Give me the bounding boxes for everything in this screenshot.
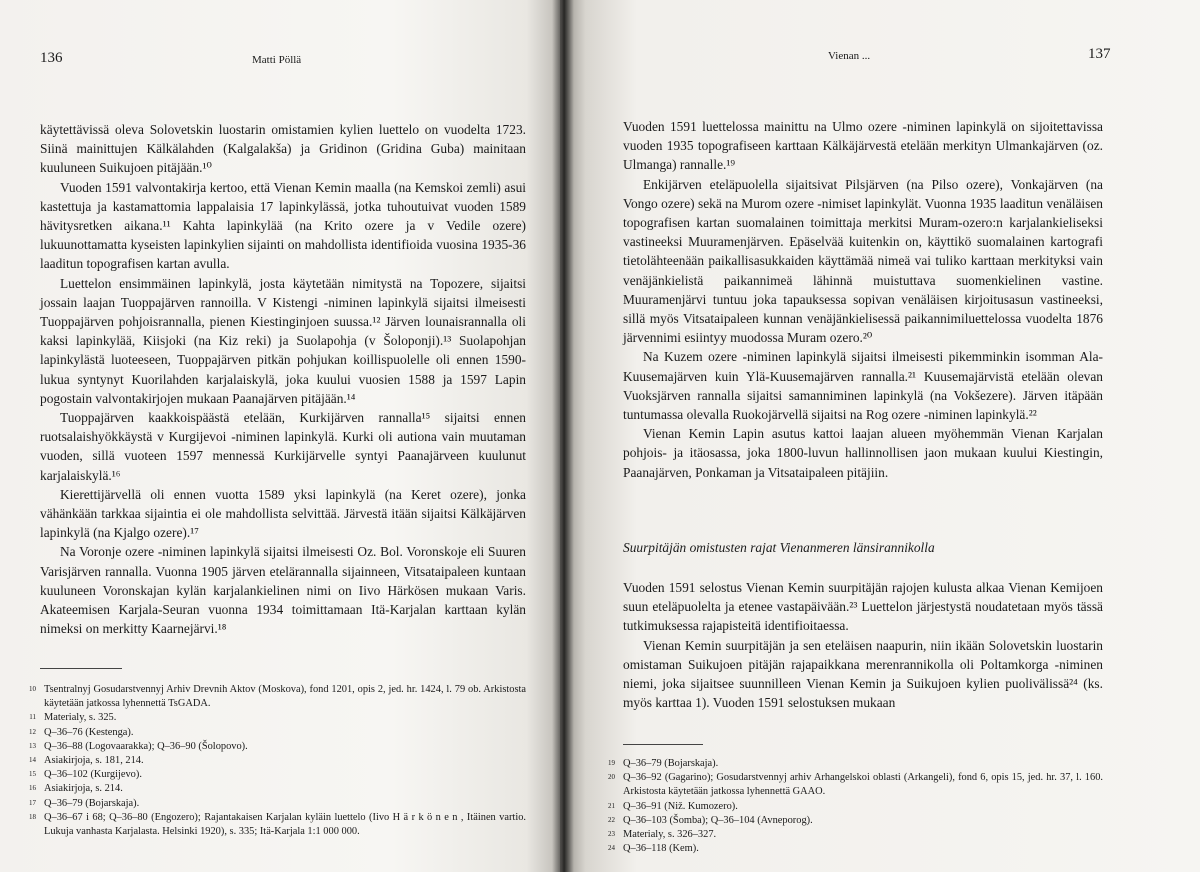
paragraph: Vienan Kemin Lapin asutus kattoi laajan alueen myöhemmän Vienan Karjalan pohjois- ja itäosassa, joka 1800-luvun hallinnollisen jaon mukaan kuului Kiestingin, Paanajärven, Ponkaman ja Vitsataipaleen pitäjiin. bbox=[623, 426, 1103, 480]
page-number: 136 bbox=[40, 50, 63, 66]
paragraph: Vuoden 1591 selostus Vienan Kemin suurpitäjän rajojen kulusta alkaa Vienan Kemijoen suun eteläpuolelta ja etenee vastapäivään.²³ Luettelon järjestystä noudatetaan myös tässä tutkimuksessa rajapisteitä identifioitaessa. bbox=[623, 580, 1103, 634]
paragraph: Enkijärven eteläpuolella sijaitsivat Pilsjärven (na Pilso ozere), Vonkajärven (na Vongo ozere) sekä na Murom ozere -nimiset lapinkylät. Vuonna 1935 laaditun venäläisen topografisen kartan suomalainen toimittaja merkitsi Muram-ozero:n karjalankieliseksi vastineeksi Muuramenjärven. Epäselvää kuitenkin on, käyttikö suomalainen kartografi tietolähteenään paikallisasukkaiden käyttämää nimeä vai tuliko karttaan merkityksi vain venäjänkielistä paikannimeä lähinnä muistuttava suomenkielinen vastine. Muuramenjärvi tuntuu joka tapauksessa sopivan venäläisen kirjoitusasun vastineeksi, sillä myös Vitsataipaleen kunnan venäjänkielisessä paikannimiluettelossa vuodelta 1876 järvennimi esiintyy muodossa Muram ozero.²⁰ bbox=[623, 176, 1103, 346]
footnote: 20 Q–36–92 (Gagarino); Gosudarstvennyj arhiv Arhangelskoi oblasti (Arkangeli), fond 6, opis 15, jed. hr. 37, l. 160. Arkistosta käytetään jatkossa lyhennettä GAAO. bbox=[608, 772, 1103, 798]
running-head: Vienan ... bbox=[828, 50, 871, 62]
footnote: 18 Q–36–67 i 68; Q–36–80 (Engozero); Rajantakaisen Karjalan kyläin luettelo (Iivo H ä r k ö n e n , Itäinen vartio. Lukuja vanhasta Karjalasta. Helsinki 1920), s. 335; Itä-Karjala 1:1 000 000. bbox=[29, 811, 526, 838]
footnote-rule bbox=[40, 668, 122, 669]
left-page bbox=[0, 0, 560, 872]
footnote: 16 Asiakirjoja, s. 214. bbox=[29, 783, 123, 795]
paragraph: Na Voronje ozere -niminen lapinkylä sijaitsi ilmeisesti Oz. Bol. Voronskoje eli Suuren Varisjärven rannalla. Vuonna 1905 järven etelärannalla sijainneen, Vitsataipaleen kuntaan kuuluneen Voronskajan kylän karjalankielinen nimi on Iivo Härkösen mukaan Varis. Akateemisen Karjala-Seuran vuonna 1934 toimittamaan Itä-Karjalan karttaan kylän nimeksi on merkitty Kaarnejärvi.¹⁸ bbox=[40, 544, 526, 637]
footnotes bbox=[601, 757, 1103, 856]
paragraph: Vienan Kemin suurpitäjän ja sen eteläisen naapurin, niin ikään Solovetskin luostarin omistaman Suikujoen pitäjän rajapaikkana merenrannikolla oli Poltamkorga -niminen niemi, joka sijaitsee suunnilleen Vienan Kemin ja Suikujoen kylien puolivälissä²⁴ (ks. myös karttaa 1). Vuoden 1591 selostuksen mukaan bbox=[623, 637, 1103, 711]
page-number: 137 bbox=[1088, 46, 1111, 62]
body-text bbox=[623, 578, 1103, 712]
footnotes bbox=[22, 683, 526, 839]
section-heading: Suurpitäjän omistusten rajat Vienanmeren länsirannikolla bbox=[623, 540, 935, 555]
footnote: 22 Q–36–103 (Šomba); Q–36–104 (Avneporog). bbox=[608, 814, 813, 826]
footnote: 13 Q–36–88 (Logovaarakka); Q–36–90 (Šolopovo). bbox=[29, 740, 248, 752]
right-page bbox=[560, 0, 1200, 872]
footnote-rule bbox=[623, 744, 703, 745]
footnote: 14 Asiakirjoja, s. 181, 214. bbox=[29, 755, 144, 767]
body-text bbox=[40, 120, 526, 638]
footnote: 11 Materialy, s. 325. bbox=[29, 712, 117, 724]
paragraph: käytettävissä oleva Solovetskin luostarin omistamien kylien luettelo on vuodelta 1723. Siinä mainittujen Kälkälahden (Kalgalakša) ja Gridinon (Gridina Guba) mainitaan kuuluneen Suikujoen pitäjään.¹⁰ bbox=[40, 122, 526, 176]
footnote: 19 Q–36–79 (Bojarskaja). bbox=[608, 758, 719, 769]
footnote: 10 Tsentralnyj Gosudarstvennyj Arhiv Drevnih Aktov (Moskova), fond 1201, opis 2, jed. hr. 1424, l. 79 ob. Arkistosta käytetään jatkossa lyhennettä TsGADA. bbox=[29, 684, 526, 710]
footnote: 21 Q–36–91 (Niž. Kumozero). bbox=[608, 800, 738, 812]
paragraph: Vuoden 1591 valvontakirja kertoo, että Vienan Kemin maalla (na Kemskoi zemli) asui kastettuja ja kastamattomia lappalaisia 17 lapinkylässä, jotka tuhoutuivat vuoden 1589 hävitysretken aikana.¹¹ Kahta lapinkylää (na Krito ozere ja v Vedile ozere) lukuunottamatta kyseisten lapinkylien sijainti on mahdollista identifioida vuosina 1935-36 laaditun topografisen kartan avulla. bbox=[40, 179, 526, 272]
paragraph: Tuoppajärven kaakkoispäästä etelään, Kurkijärven rannalla¹⁵ sijaitsi ennen ruotsalaishyökkäystä v Kurgijevoi -niminen lapinkylä. Kurki oli autiona vain muutaman vuoden, sillä vuoteen 1597 mennessä Kurkijärvelle syntyi Paanajärveen kuulunut karjalaiskylä.¹⁶ bbox=[40, 410, 526, 483]
running-head: Matti Pöllä bbox=[252, 54, 302, 66]
footnote: 17 Q–36–79 (Bojarskaja). bbox=[29, 797, 140, 809]
footnote: 24 Q–36–118 (Kem). bbox=[608, 843, 699, 855]
footnote: 12 Q–36–76 (Kestenga). bbox=[29, 726, 134, 738]
footnote: 23 Materialy, s. 326–327. bbox=[608, 829, 717, 841]
paragraph: Kierettijärvellä oli ennen vuotta 1589 yksi lapinkylä (na Keret ozere), jonka vähänkään tarkkaa sijaintia ei ole mahdollista selvittää. Järvestä itään sijaitsi Kälkäjärven lapinkylä (na Kjalgo ozere).¹⁷ bbox=[40, 486, 526, 541]
paragraph: Na Kuzem ozere -niminen lapinkylä sijaitsi ilmeisesti pikemminkin isomman Ala-Kuusemajärven kuin Ylä-Kuusemajärven rannalla.²¹ Kuusemajärvistä etelään olevan Vuoksjärven rannalla sijaitsi samanniminen lapinkylä (na Vokšezere). Järven itäpään tuntumassa olevalla Ruokojärvellä sijaitsi na Rog ozere -niminen lapinkylä.²² bbox=[623, 349, 1103, 423]
paragraph: Luettelon ensimmäinen lapinkylä, josta käytetään nimitystä na Topozere, sijaitsi jossain laajan Tuoppajärven rannoilla. V Kistengi -niminen lapinkylä sijaitsi ilmeisesti Tuoppajärven pohjoisrannalla, pienen Kiestinginjoen suussa.¹² Järven lounaisrannalla oli kaksi lapinkylää, Kiisjoki (na Kiz reki) ja Suolapohja (v Šoloponji).¹³ Suolapohjan lapinkylästä luoteeseen, Tuoppajärven pitkän pohjukan koillispuolelle oli ennen 1590-lukua syntynyt Kuorilahden karjalaiskylä, joka kuului vuosien 1588 ja 1597 Lapin pogostain valvontakirjojen mukaan Paanajärven pitäjään.¹⁴ bbox=[40, 275, 526, 406]
body-text bbox=[623, 117, 1103, 482]
footnote: 15 Q–36–102 (Kurgijevo). bbox=[29, 769, 142, 781]
paragraph: Vuoden 1591 luettelossa mainittu na Ulmo ozere -niminen lapinkylä on sijoitettavissa vuoden 1935 topografiseen karttaan Kälkäjärvestä etelään merkityn Ulmankajärven (oz. Ulmanga) rannalle.¹⁹ bbox=[623, 119, 1103, 173]
